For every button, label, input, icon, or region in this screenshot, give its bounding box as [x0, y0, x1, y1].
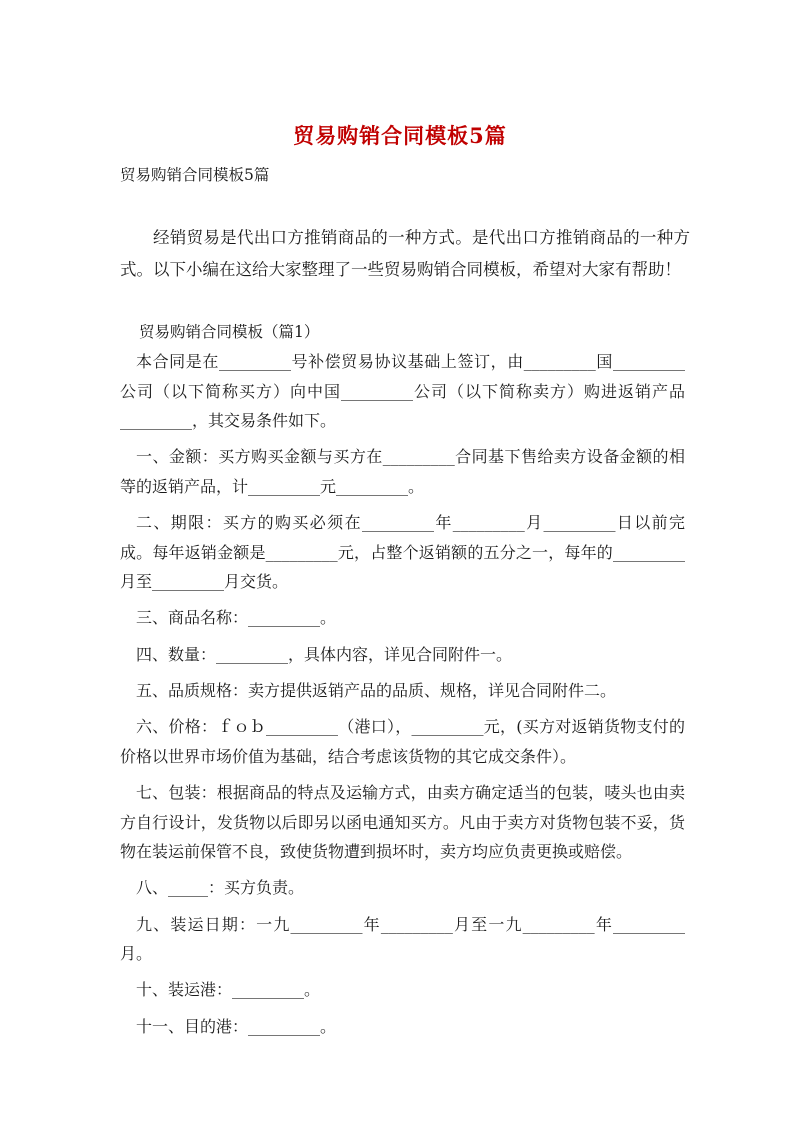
intro-paragraph: 经销贸易是代出口方推销商品的一种方式。是代出口方推销商品的一种方式。以下小编在这给大家整理了一些贸易购销合同模板，希望对大家有帮助！ [120, 228, 690, 279]
contract-preamble: 本合同是在_________号补偿贸易协议基础上签订，由_________国_________公司（以下简称买方）向中国_________公司（以下简称卖方）购进返销产品_________，其交易条件如下。 [120, 352, 685, 430]
clause-product-name: 三、商品名称：_________。 [136, 608, 337, 628]
clause-shipment-date: 九、装运日期：一九_________年_________月至一九_________年_________月。 [120, 914, 685, 964]
clause-buyer-responsibility: 八、_____：买方负责。 [136, 878, 305, 898]
section-heading: 贸易购销合同模板（篇1） [139, 323, 320, 341]
clause-destination-port: 十一、目的港：_________。 [136, 1016, 337, 1036]
clause-price: 六、价格：ｆｏｂ_________（港口），_________元，(买方对返销货物支付的价格以世界市场价值为基础，结合考虑该货物的其它成交条件）。 [120, 717, 685, 766]
clause-quality: 五、品质规格：卖方提供返销产品的品质、规格，详见合同附件二。 [136, 680, 617, 700]
clause-packaging: 七、包装：根据商品的特点及运输方式，由卖方确定适当的包装，唛头也由卖方自行设计，发货物以后即另以函电通知买方。凡由于卖方对货物包装不妥，货物在装运前保管不良，致使货物遭到损坏时，卖方均应负责更换或赔偿。 [120, 783, 685, 862]
clause-amount: 一、金额：买方购买金额与买方在_________合同基下售给卖方设备金额的相等的返销产品，计_________元_________。 [120, 447, 685, 496]
clause-quantity: 四、数量：_________，具体内容，详见合同附件一。 [136, 644, 513, 664]
document-title: 贸易购销合同模板5篇 [293, 123, 507, 148]
document-subtitle: 贸易购销合同模板5篇 [120, 166, 270, 184]
contract-body [120, 347, 685, 1041]
clause-period: 二、期限：买方的购买必须在_________年_________月_________日以前完成。每年返销金额是_________元，占整个返销额的五分之一，每年的_________月至_________月交货。 [120, 513, 685, 592]
clause-loading-port: 十、装运港：_________。 [136, 980, 321, 1000]
